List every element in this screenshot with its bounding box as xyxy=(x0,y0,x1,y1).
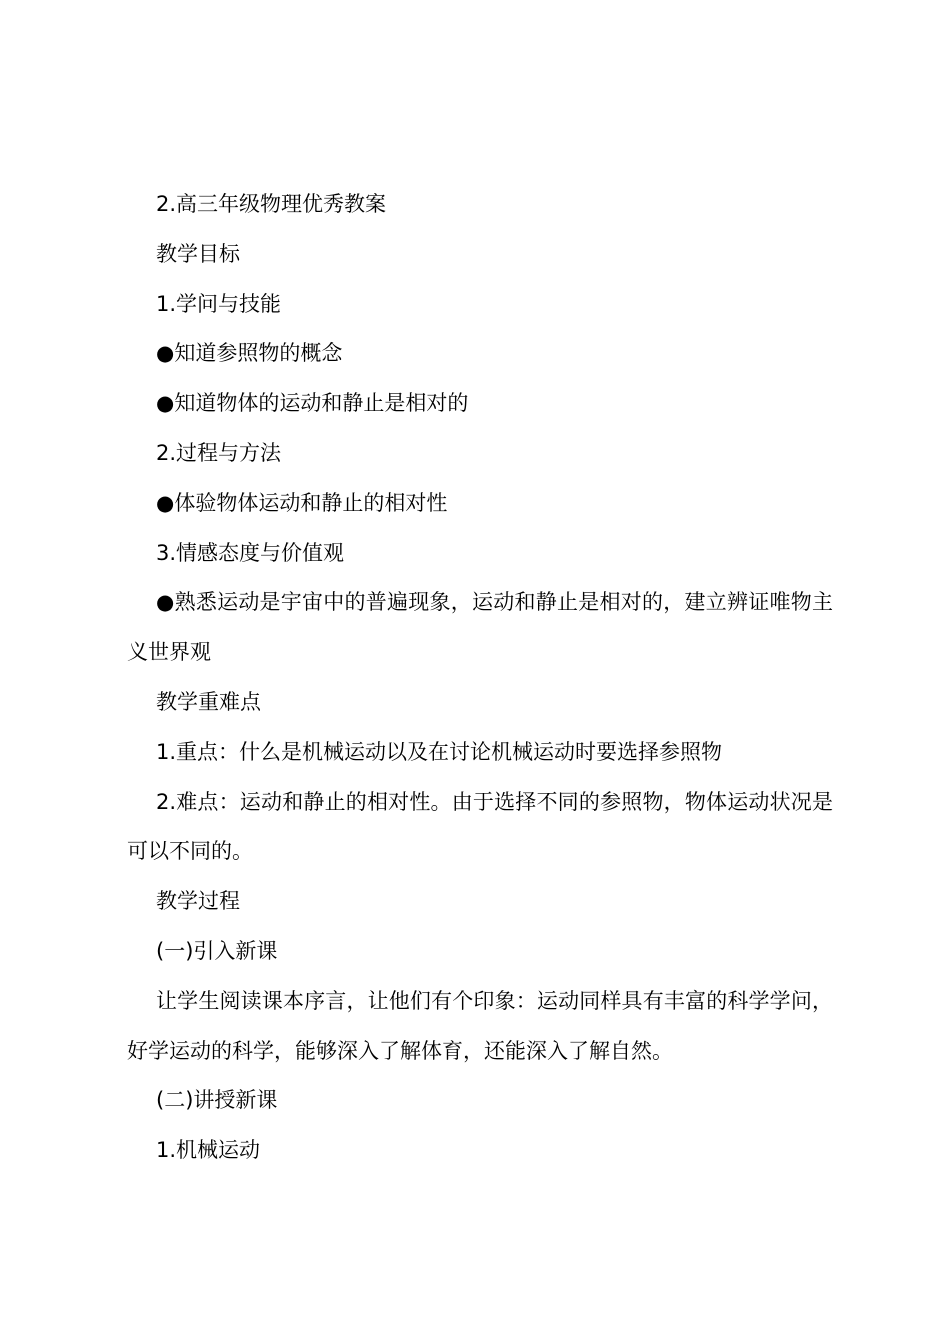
body-paragraph: 让学生阅读课本序言，让他们有个印象：运动同样具有丰富的科学学问，好学运动的科学，能够深入了解体育，还能深入了解自然。 xyxy=(127,988,833,1063)
section-heading-process: 教学过程 xyxy=(156,889,240,914)
bullet-item: ●知道参照物的概念 xyxy=(156,341,343,366)
bullet-item: ●体验物体运动和静止的相对性 xyxy=(156,490,448,515)
subheading-knowledge-skills: 1.学问与技能 xyxy=(156,291,282,316)
subheading-new-lesson: (二)讲授新课 xyxy=(156,1088,278,1113)
subheading-process-method: 2.过程与方法 xyxy=(156,440,282,465)
bullet-item: ●知道物体的运动和静止是相对的 xyxy=(156,391,469,416)
subheading-attitude-values: 3.情感态度与价值观 xyxy=(156,540,345,565)
subheading-introduction: (一)引入新课 xyxy=(156,938,278,963)
difficult-point-item: 2.难点：运动和静止的相对性。由于选择不同的参照物，物体运动状况是可以不同的。 xyxy=(127,789,833,864)
subheading-mechanical-motion: 1.机械运动 xyxy=(156,1138,261,1163)
key-point-item: 1.重点：什么是机械运动以及在讨论机械运动时要选择参照物 xyxy=(156,739,723,764)
bullet-item: ●熟悉运动是宇宙中的普遍现象，运动和静止是相对的，建立辨证唯物主义世界观 xyxy=(127,590,833,665)
section-heading-objectives: 教学目标 xyxy=(156,241,240,266)
document-body xyxy=(127,180,833,1176)
lesson-title: 2.高三年级物理优秀教案 xyxy=(156,192,387,216)
section-heading-key-points: 教学重难点 xyxy=(156,689,261,714)
